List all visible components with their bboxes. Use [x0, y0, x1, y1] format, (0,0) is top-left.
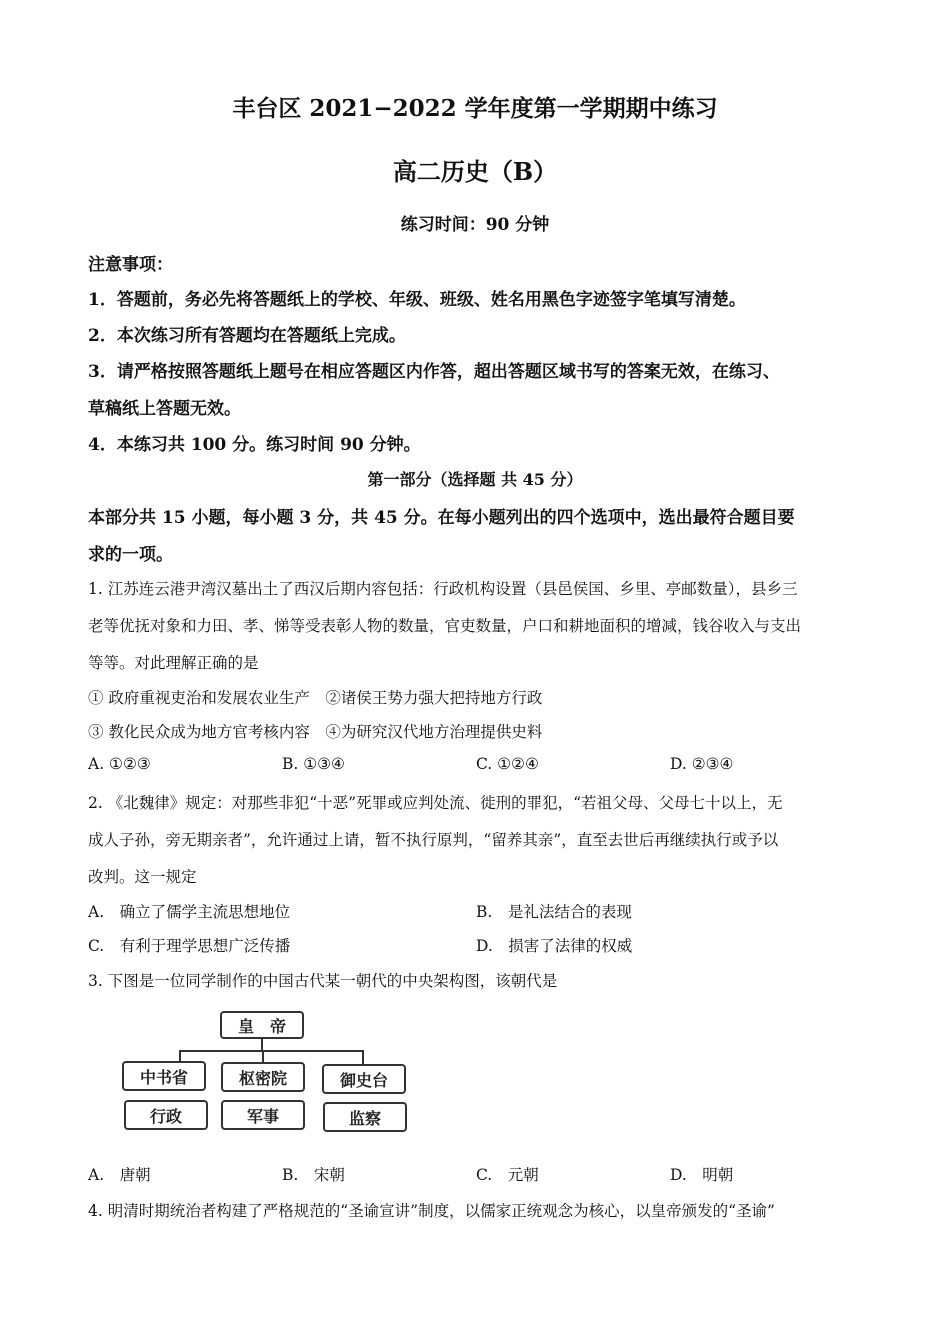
- section-intro: 求的一项。: [88, 545, 173, 565]
- q2-text: 成人子孙，旁无期亲者”，允许通过上请，暂不执行原判，“留养其亲”，直至去世后再继续执行或予以: [88, 831, 779, 849]
- diagram-function-box: 行政: [124, 1100, 208, 1130]
- q1-option-a[interactable]: A. ①②③: [88, 755, 151, 773]
- q1-option-b[interactable]: B. ①③④: [282, 755, 345, 773]
- notice-heading: 注意事项：: [88, 255, 173, 275]
- q1-statement: ③ 教化民众成为地方官考核内容 ④为研究汉代地方治理提供史料: [88, 723, 543, 741]
- q3-option-d[interactable]: D. 明朝: [670, 1166, 734, 1184]
- notice-item: 1．答题前，务必先将答题纸上的学校、年级、班级、姓名用黑色字迹签字笔填写清楚。: [88, 290, 746, 310]
- diagram-office-box: 御史台: [322, 1064, 406, 1094]
- q1-option-d[interactable]: D. ②③④: [670, 755, 734, 773]
- q2-text: 改判。这一规定: [88, 868, 197, 886]
- section-intro: 本部分共 15 小题，每小题 3 分，共 45 分。在每小题列出的四个选项中，选出最符合题目要: [88, 508, 795, 528]
- diagram-connector: [362, 1050, 364, 1064]
- diagram-function-box: 军事: [221, 1100, 305, 1130]
- diagram-connector: [179, 1050, 364, 1052]
- q2-option-a[interactable]: A. 确立了儒学主流思想地位: [88, 903, 291, 921]
- notice-item: 草稿纸上答题无效。: [88, 399, 241, 419]
- q3-option-a[interactable]: A. 唐朝: [88, 1166, 151, 1184]
- q1-text: 老等优抚对象和力田、孝、悌等受表彰人物的数量，官吏数量，户口和耕地面积的增减，钱谷收入与支出: [88, 617, 802, 635]
- q3-text: 3. 下图是一位同学制作的中国古代某一朝代的中央架构图，该朝代是: [88, 972, 558, 990]
- diagram-office-box: 枢密院: [221, 1062, 305, 1092]
- diagram-connector: [262, 1050, 264, 1062]
- q1-option-c[interactable]: C. ①②④: [476, 755, 539, 773]
- notice-item: 4．本练习共 100 分。练习时间 90 分钟。: [88, 435, 421, 455]
- diagram-function-box: 监察: [323, 1102, 407, 1132]
- q1-text: 等等。对此理解正确的是: [88, 654, 259, 672]
- exam-subtitle: 高二历史（B）: [392, 157, 558, 186]
- notice-item: 3．请严格按照答题纸上题号在相应答题区内作答，超出答题区域书写的答案无效，在练习、: [88, 362, 780, 382]
- q1-statement: ① 政府重视吏治和发展农业生产 ②诸侯王势力强大把持地方行政: [88, 689, 543, 707]
- q4-text: 4. 明清时期统治者构建了严格规范的“圣谕宣讲”制度，以儒家正统观念为核心，以皇帝颁发的“圣谕”: [88, 1202, 775, 1220]
- section-title: 第一部分（选择题 共 45 分）: [367, 470, 583, 489]
- q2-option-b[interactable]: B. 是礼法结合的表现: [476, 903, 632, 921]
- q1-text: 1. 江苏连云港尹湾汉墓出土了西汉后期内容包括：行政机构设置（县邑侯国、乡里、亭邮数量），县乡三: [88, 580, 798, 598]
- diagram-emperor-box: 皇 帝: [220, 1011, 304, 1039]
- diagram-office-box: 中书省: [122, 1061, 206, 1091]
- notice-item: 2．本次练习所有答题均在答题纸上完成。: [88, 326, 406, 346]
- q3-option-c[interactable]: C. 元朝: [476, 1166, 539, 1184]
- exam-time: 练习时间：90 分钟: [400, 215, 550, 235]
- q3-option-b[interactable]: B. 宋朝: [282, 1166, 345, 1184]
- exam-title: 丰台区 2021−2022 学年度第一学期期中练习: [232, 95, 718, 122]
- q2-option-d[interactable]: D. 损害了法律的权威: [476, 937, 633, 955]
- q2-text: 2. 《北魏律》规定：对那些非犯“十恶”死罪或应判处流、徙刑的罪犯，“若祖父母、父母七十以上，无: [88, 794, 783, 812]
- q2-option-c[interactable]: C. 有利于理学思想广泛传播: [88, 937, 291, 955]
